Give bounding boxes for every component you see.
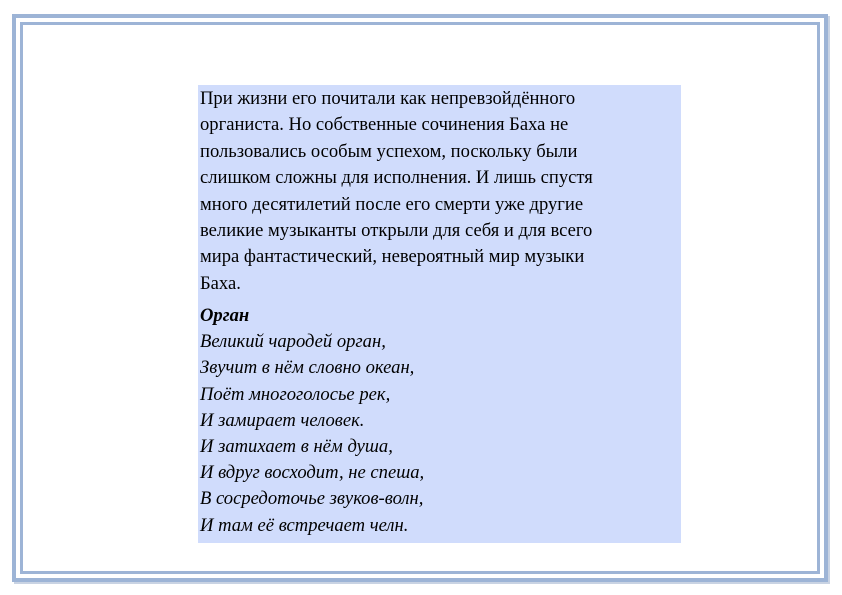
poem-line: Поёт многоголосье рек, xyxy=(200,383,391,405)
poem-line: И вдруг восходит, не спеша, xyxy=(200,462,425,484)
text-box xyxy=(198,85,681,543)
biography-paragraph: При жизни его почитали как непревзойдённого органиста. Но собственные сочинения Баха не пользовались особым успехом, поскольку были слишком сложны для исполнения. И лишь спустя много десятилетий после его смерти уже другие великие музыканты открыли для себя и для всего мира фантастический, невероятный мир музыки Баха. xyxy=(200,88,593,294)
poem-line: Звучит в нём словно океан, xyxy=(200,357,415,379)
poem-line: И замирает человек. xyxy=(200,409,365,431)
poem-line: И там её встречает челн. xyxy=(200,514,409,536)
poem-title: Орган xyxy=(200,305,250,327)
poem-line: Великий чародей орган, xyxy=(200,331,386,353)
poem-line: В сосредоточье звуков-волн, xyxy=(200,488,424,510)
poem-line: И затихает в нём душа, xyxy=(200,436,393,458)
